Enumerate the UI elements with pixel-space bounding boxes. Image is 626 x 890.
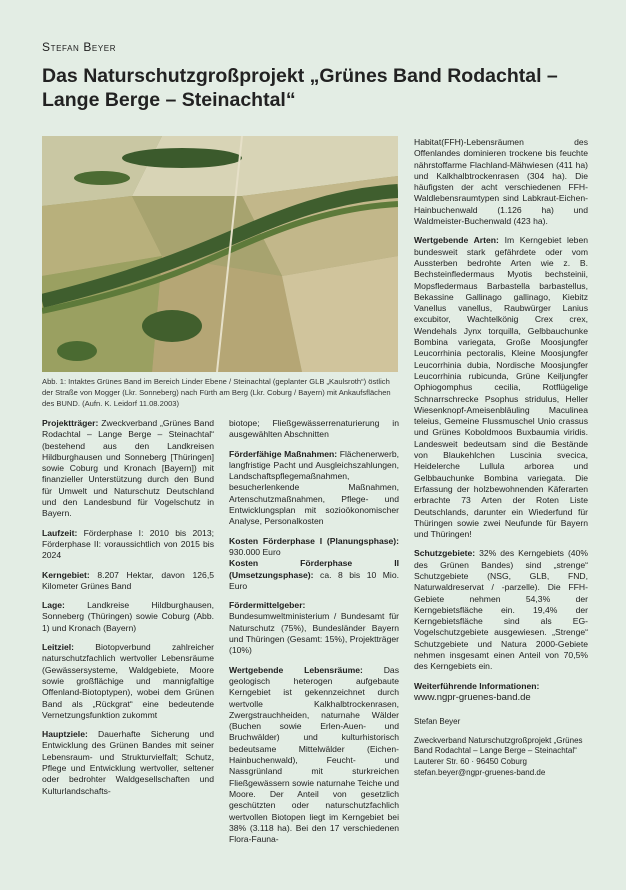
kerngebiet-paragraph xyxy=(42,570,214,593)
signature-address: Lauterer Str. 60 · 96450 Coburg xyxy=(414,757,527,767)
leitziel-label: Leitziel: xyxy=(42,642,74,653)
laufzeit-text: Förderphase I: 2010 bis 2013; Förderphase II: voraussichtlich von 2015 bis 2024 xyxy=(42,527,214,561)
aerial-photo xyxy=(42,136,398,372)
leitziel-text: Biotopverbund zahlreicher naturschutzfachlich wertvoller Lebensräume (Gewässersysteme, Waldgebiete, Moore sowie großflächige und mannigfaltige Offenland-Biotoptypen), wobei dem Grünen Band als „Rückgrat“ eine bedeutende Vernetzungsfunktion zukommt xyxy=(42,642,215,720)
kosten2-text: ca. 8 bis 10 Mio. Euro xyxy=(229,569,400,591)
schutzgebiete-label: Schutzgebiete: xyxy=(414,548,476,559)
foerdermittelgeber-label: Fördermittelgeber: xyxy=(229,600,306,611)
arten-label: Wertgebende Arten: xyxy=(414,235,499,246)
kosten2-label: Kosten Förderphase II (Umsetzungsphase): xyxy=(229,558,399,580)
kosten1-text: 930.000 Euro xyxy=(229,546,281,557)
author-name: Stefan Beyer xyxy=(42,40,117,54)
laufzeit-label: Laufzeit: xyxy=(42,527,78,538)
lebensraeume-paragraph xyxy=(229,665,399,846)
signature-block xyxy=(414,717,588,778)
lage-label: Lage: xyxy=(42,600,65,611)
signature-organization: Zweckverband Naturschutzgroßprojekt „Grünes Band Rodachtal – Lange Berge – Steinachtal“ xyxy=(414,735,583,756)
lebensraeume-continued: Habitat(FFH)-Lebensräumen des Offenlandes dominieren trockene bis feuchte nährstoffarme Flachland-Mähwiesen (411 ha) und Kalkhalbtrockenrasen (304 ha). Die häufigsten der acht verschiedenen FFH-Waldlebensraumtypen sind Labkraut-Eichen-Hainbuchenwald (1.126 ha) und Waldmeister-Buchenwald (423 ha). xyxy=(414,137,588,227)
info-paragraph xyxy=(414,681,588,704)
column-left xyxy=(42,418,214,805)
projekttraeger-text: Zweckverband „Grünes Band Rodachtal – Lange Berge – Steinachtal“ (bestehend aus den Landkreisen Hildburghausen und Sonneberg [Thüringen] sowie Coburg und Kronach [Bayern]) mit finanzieller Unterstützung durch den Bund für Umwelt und Naturschutz Deutschland und den Landesbund für Vogelschutz in Bayern. xyxy=(42,418,215,519)
hauptziele-text: Dauerhafte Sicherung und Entwicklung des Grünen Bandes mit seiner Lebensraum- und Strukturvielfalt; Schutz, Pflege und Entwicklung wertvoller, seltener oder bedrohter Waldgesellschaften und Kulturlandschafts- xyxy=(42,729,214,796)
column-middle xyxy=(229,418,399,853)
kosten1-paragraph xyxy=(229,536,399,592)
schutzgebiete-paragraph xyxy=(414,548,588,672)
kerngebiet-label: Kerngebiet: xyxy=(42,569,90,580)
lage-paragraph xyxy=(42,600,214,634)
hauptziele-continued: biotope; Fließgewässerrenaturierung in ausgewählten Abschnitten xyxy=(229,418,399,440)
website-link[interactable]: www.ngpr-gruenes-band.de xyxy=(414,691,531,703)
signature-name: Stefan Beyer xyxy=(414,717,461,727)
arten-paragraph xyxy=(414,235,588,540)
massnahmen-label: Förderfähige Maßnahmen: xyxy=(229,448,338,459)
foerdermittelgeber-text: Bundesumweltministerium / Bundesamt für Naturschutz (75%), Bundesländer Bayern und Thüringen (Gesamt: 15%), Projektträger (10%) xyxy=(229,611,399,656)
figure-caption: Abb. 1: Intaktes Grünes Band im Bereich Linder Ebene / Steinachtal (geplanter GLB „Kaulsroth“) östlich der Straße von Mogger (Lkr. Sonneberg) nach Fürth am Berg (Lkr. Coburg / Bayern) mit Ankaufsflächen des BUND. (Aufn. K. Leidorf 11.08.2003) xyxy=(42,377,391,408)
lage-text: Landkreise Hildburghausen, Sonneberg (Thüringen) sowie Coburg (Abb. 1) und Kronach (Bayern) xyxy=(42,600,215,633)
laufzeit-paragraph xyxy=(42,528,214,562)
massnahmen-text: Flächenerwerb, langfristige Pacht und Ausgleichszahlungen, Landschaftspflegemaßnahmen, besucherlenkende Maßnahmen, Artenschutzmaßnahmen, Pflege- und Entwicklungsplan mit sozioökonomischer Analyse, Personalkosten xyxy=(229,448,399,527)
projekttraeger-label: Projektträger: xyxy=(42,418,99,428)
lebensraeume-label: Wertgebende Lebensräume: xyxy=(229,664,363,675)
signature-email[interactable]: stefan.beyer@ngpr-gruenes-band.de xyxy=(414,767,546,777)
foerdermittelgeber-paragraph xyxy=(229,600,399,656)
arten-text: Im Kerngebiet leben bundesweit stark gefährdete oder vom Aussterben bedrohte Arten wie z. B. Bechsteinfledermaus Myotis bechsteinii, Mopsfledermaus Barbastella barbastellus, Bekassine Gallinago gallinago, Kiebitz Vanellus vanellus, Raubwürger Lanius excubitor, Wachtelkönig Crex crex, Wendehals Jynx torquilla, Gelbbauchunke Bombina variegata, Große Moosjungfer Leucorrhinia pectoralis, Kleine Moosjungfer Leucorrhinia dubia, Nordische Moosjungfer Leucorrhinia rubicunda, Grüne Keiljungfer Ophiogomphus cecilia, Rotflügelige Schnarrschrecke Psophus stridulus, Heller Wiesenknopf-Ameisenbläuling Maculinea teleius, Gemeine Flussmuschel Unio crassus und Grünes Koboldmoos Buxbaumia viridis. Landesweit bedeutsam sind die Bestände von Blaukehlchen Luscinia svecica, Heidelerche Lullula arborea und Gelbbauchunke Bombina variegata. Die Erfassung der holzbewohnenden Käferarten erbrachte 73 Arten der Roten Liste Deutschlands, darunter ein Wiederfund für Thüringen sowie zwei Neufunde für Bayern und Thüringen! xyxy=(414,235,589,540)
article-title: Das Naturschutzgroßprojekt „Grünes Band Rodachtal – Lange Berge – Steinachtal“ xyxy=(42,65,558,111)
info-label: Weiterführende Informationen: xyxy=(414,680,540,691)
aerial-landscape-image xyxy=(42,136,398,372)
projekttraeger-paragraph xyxy=(42,418,214,520)
leitziel-paragraph xyxy=(42,642,214,721)
kerngebiet-text: 8.207 Hektar, davon 126,5 Kilometer Grünes Band xyxy=(42,569,214,591)
hauptziele-paragraph xyxy=(42,729,214,797)
column-right xyxy=(414,137,588,778)
schutzgebiete-text: 32% des Kerngebiets (40% des Grünen Bandes) sind „strenge“ Schutzgebiete (NSG, GLB, FND, Naturwaldreservat / -parzelle). Die FFH-Gebiete nehmen 54,3% der Kerngebietsfläche ein. 19,4% der Kerngebietsfläche sind als EG-Vogelschutzgebiete ausgewiesen. „Strenge“ Schutzgebiete und Natura 2000-Gebiete nehmen insgesamt einen Anteil von 70,5% des Kerngebiets ein. xyxy=(414,548,589,672)
massnahmen-paragraph xyxy=(229,449,399,528)
lebensraeume-text: Das geologisch heterogen aufgebaute Kerngebiet ist gekennzeichnet durch wertvolle Kalkhalbtrockenrasen, Zwergstrauchheiden, naturnahe Wälder (Buchen sowie Erlen-Auen- und Bruchwälder) und kulturhistorisch bedeutsame Mittelwälder (Eichen-Hainbuchenwald), Feucht- und Nassgrünland mit sturkreichen Fließgewässern sowie naturnahe Teiche und Moore. Der Anteil von gesetzlich geschützten oder naturschutzfachlich wertvollen Biotopen liegt im Kerngebiet bei 38% (3.118 ha). Bei den 17 verschiedenen Flora-Fauna- xyxy=(229,664,399,845)
kosten1-label: Kosten Förderphase I (Planungsphase): xyxy=(229,535,399,546)
hauptziele-label: Hauptziele: xyxy=(42,729,88,740)
